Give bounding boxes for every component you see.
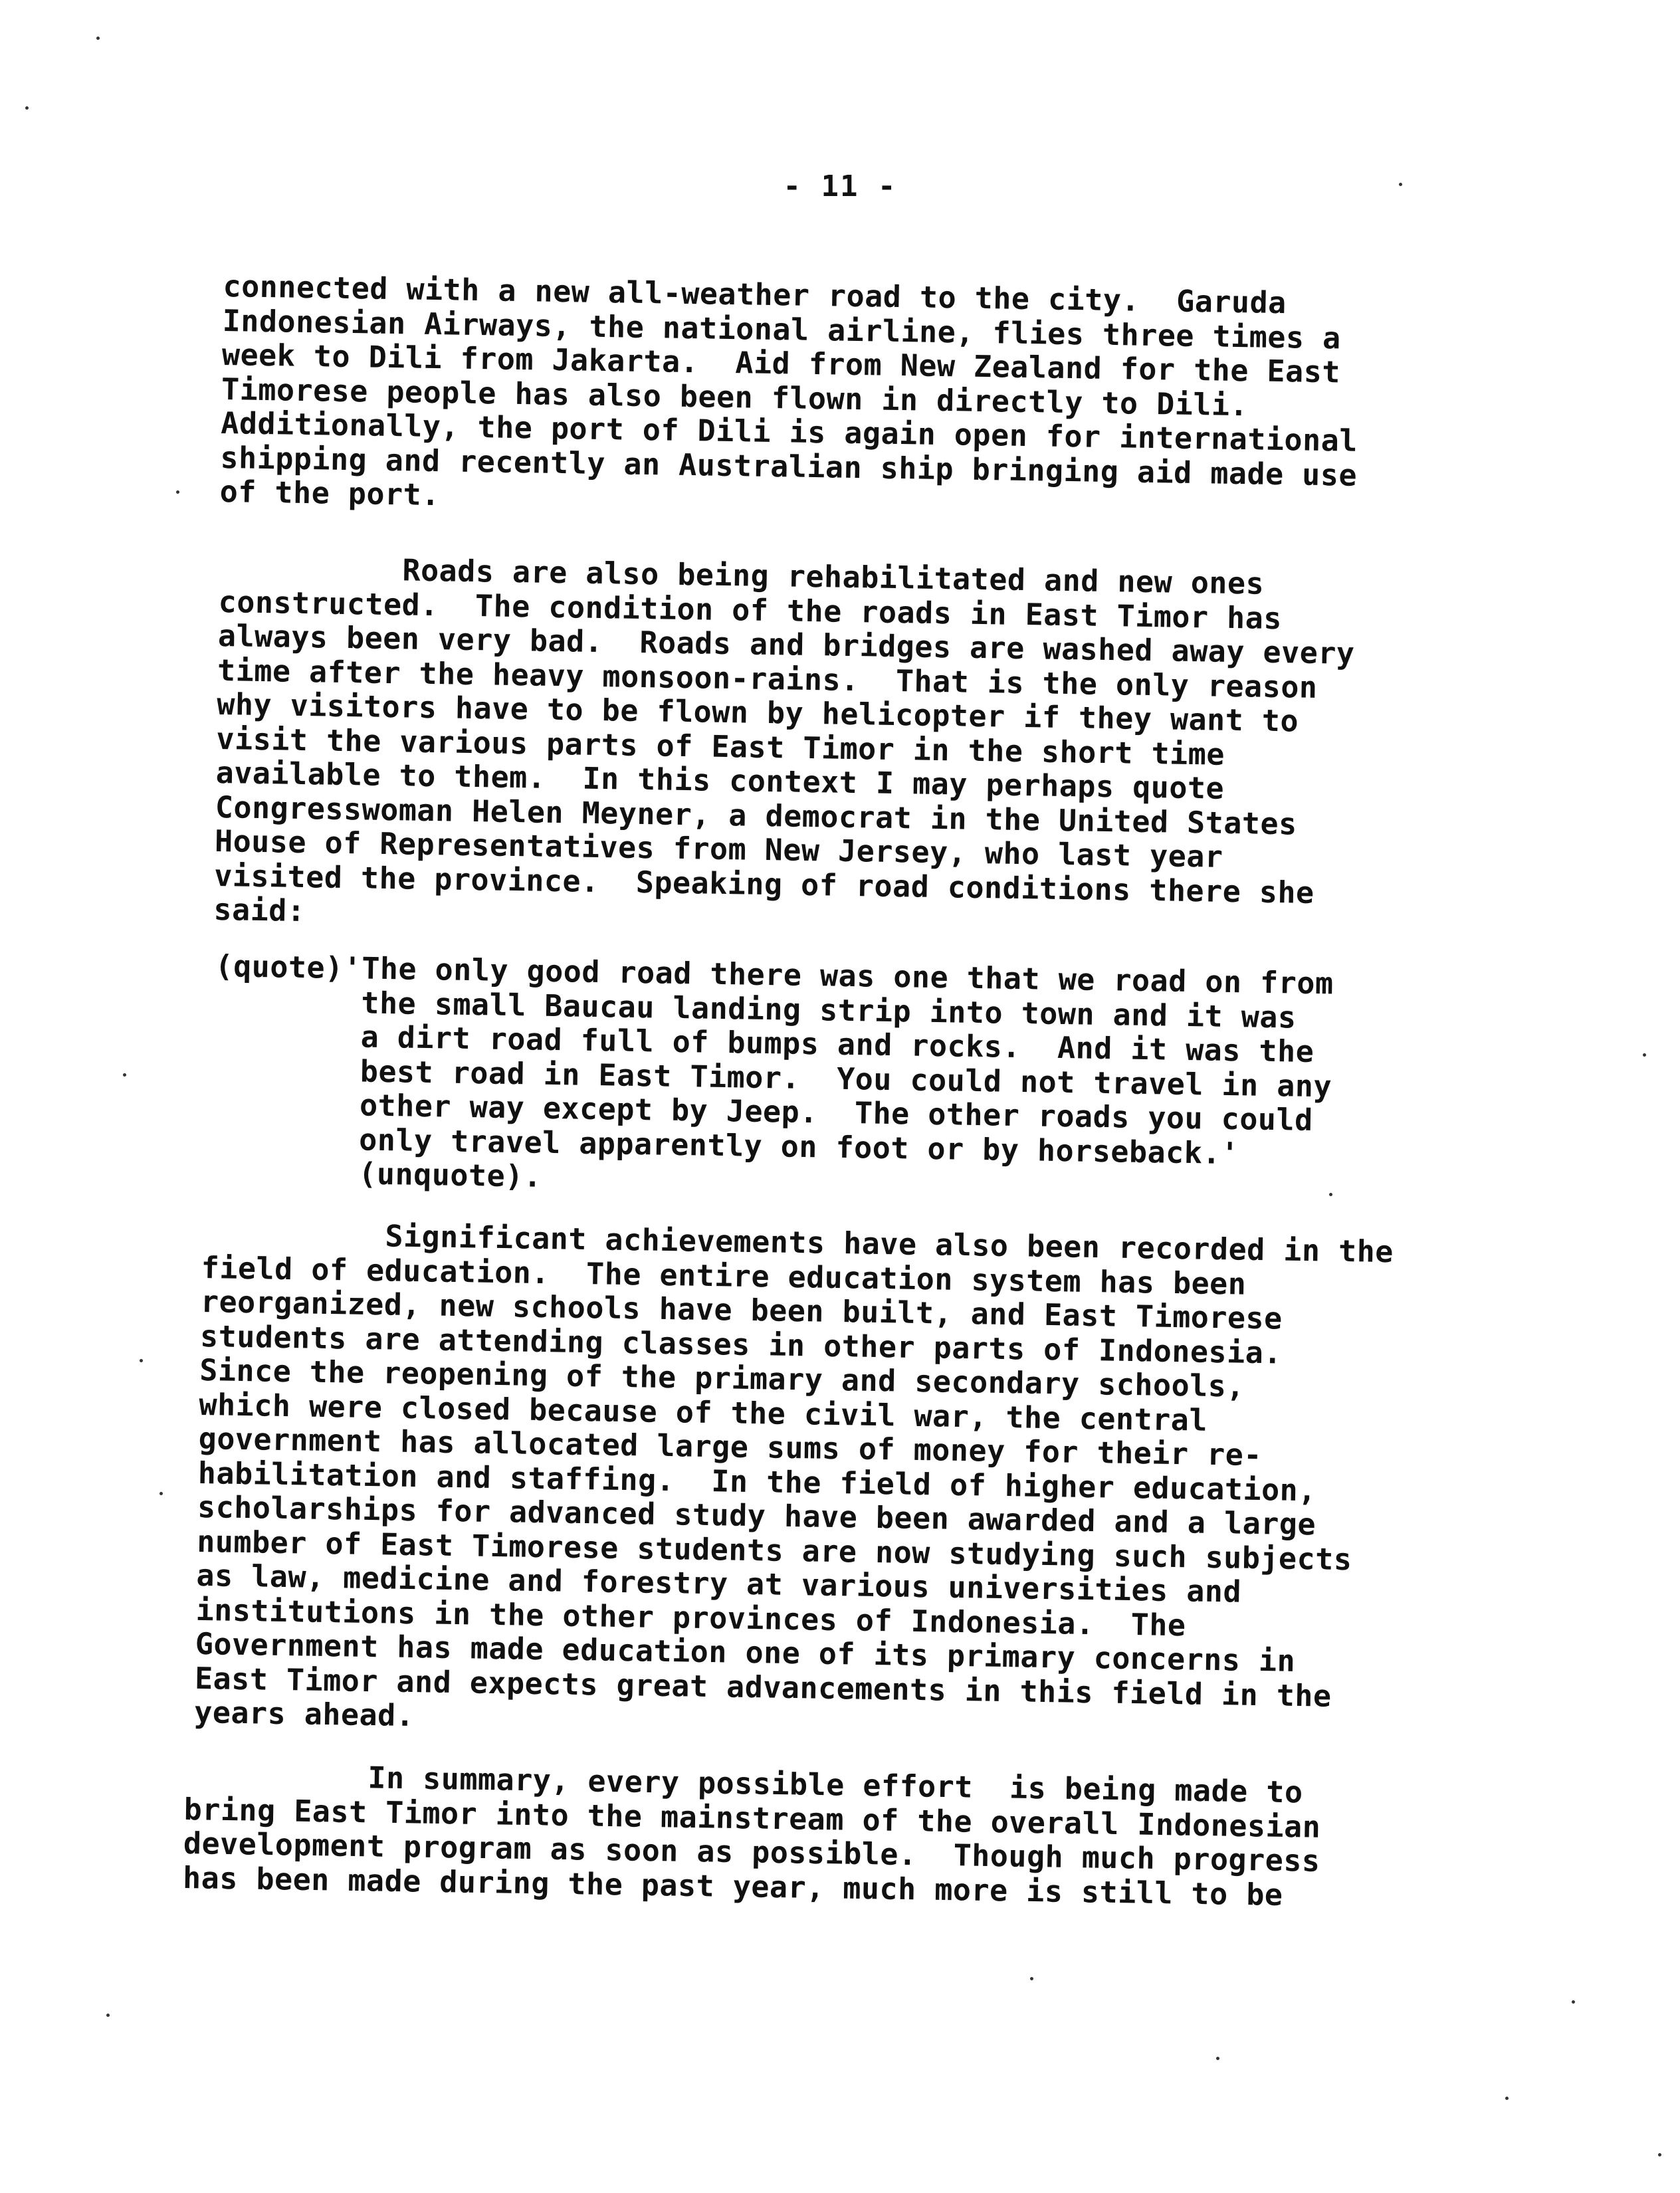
scan-speck — [140, 1359, 143, 1362]
scan-speck — [123, 1073, 126, 1077]
paragraph-summary: In summary, every possible effort is being made to bring East Timor into the mainstream of the overall Indonesian development program as soon as possible. Though much progress has been made during the past year, much more is still to be — [182, 1757, 1321, 1913]
scan-speck — [106, 2014, 110, 2017]
scan-speck — [1505, 2097, 1509, 2100]
paragraph-transport: connected with a new all-weather road to the city. Garuda Indonesian Airways, the national airline, flies three times a week to Dili from Jakarta. Aid from New Zealand for the East Timorese people has also been flown in directly to Dili. Additionally, the port of Dili is again open for international shipping and recently an Australian ship bringing aid made use of the port. — [219, 268, 1358, 513]
scan-speck — [1643, 1053, 1646, 1057]
paragraph-roads: Roads are also being rehabilitated and new ones constructed. The condition of the roads in East Timor has always been very bad. Roads and bridges are washed away every time after the heavy monsoon-rains. That is the only reason why visitors have to be flown by helicopter if they want to visit the various parts of East Timor in the short time available to them. In this context I may perhaps quote Congresswoman Helen Meyner, a democrat in the United States House of Representatives from New Jersey, who last year visited the province. Speaking of road conditions there she said: — [213, 550, 1355, 929]
scan-speck — [1572, 2000, 1575, 2004]
scan-speck — [1399, 183, 1402, 186]
scan-speck — [176, 490, 179, 494]
paragraph-quote: (quote)'The only good road there was one that we road on from the small Baucau landing strip into town and it was a dirt road full of bumps and rocks. And it was the best road in East Timor. You could not travel in any other way except by Jeep. The other roads you could only travel apparently on foot or by horseback.' (unquote). — [211, 948, 1334, 1194]
scan-speck — [1658, 2153, 1661, 2156]
scan-speck — [159, 1492, 163, 1495]
scan-speck — [25, 106, 29, 110]
scan-speck — [96, 37, 100, 40]
page-number: - 11 - — [783, 169, 897, 203]
scan-speck — [1216, 2057, 1219, 2060]
scan-speck — [1329, 1193, 1332, 1196]
scan-speck — [1030, 1977, 1033, 1980]
paragraph-education: Significant achievements have also been recorded in the field of education. The entire education system has been reorganized, new schools have been built, and East Timorese students are attending classes in other parts of Indonesia. Since the reopening of the primary and secondary schools, which were closed because of the civil war, the central government has allocated large sums of money for their re- habilitation and staffing. In the field of higher education, scholarships for advanced study have been awarded and a large number of East Timorese students are now studying such subjects as law, medicine and forestry at various universities and institutions in the other provinces of Indonesia. The Government has made education one of its primary concerns in East Timor and expects great advancements in this field in the years ahead. — [193, 1215, 1394, 1734]
